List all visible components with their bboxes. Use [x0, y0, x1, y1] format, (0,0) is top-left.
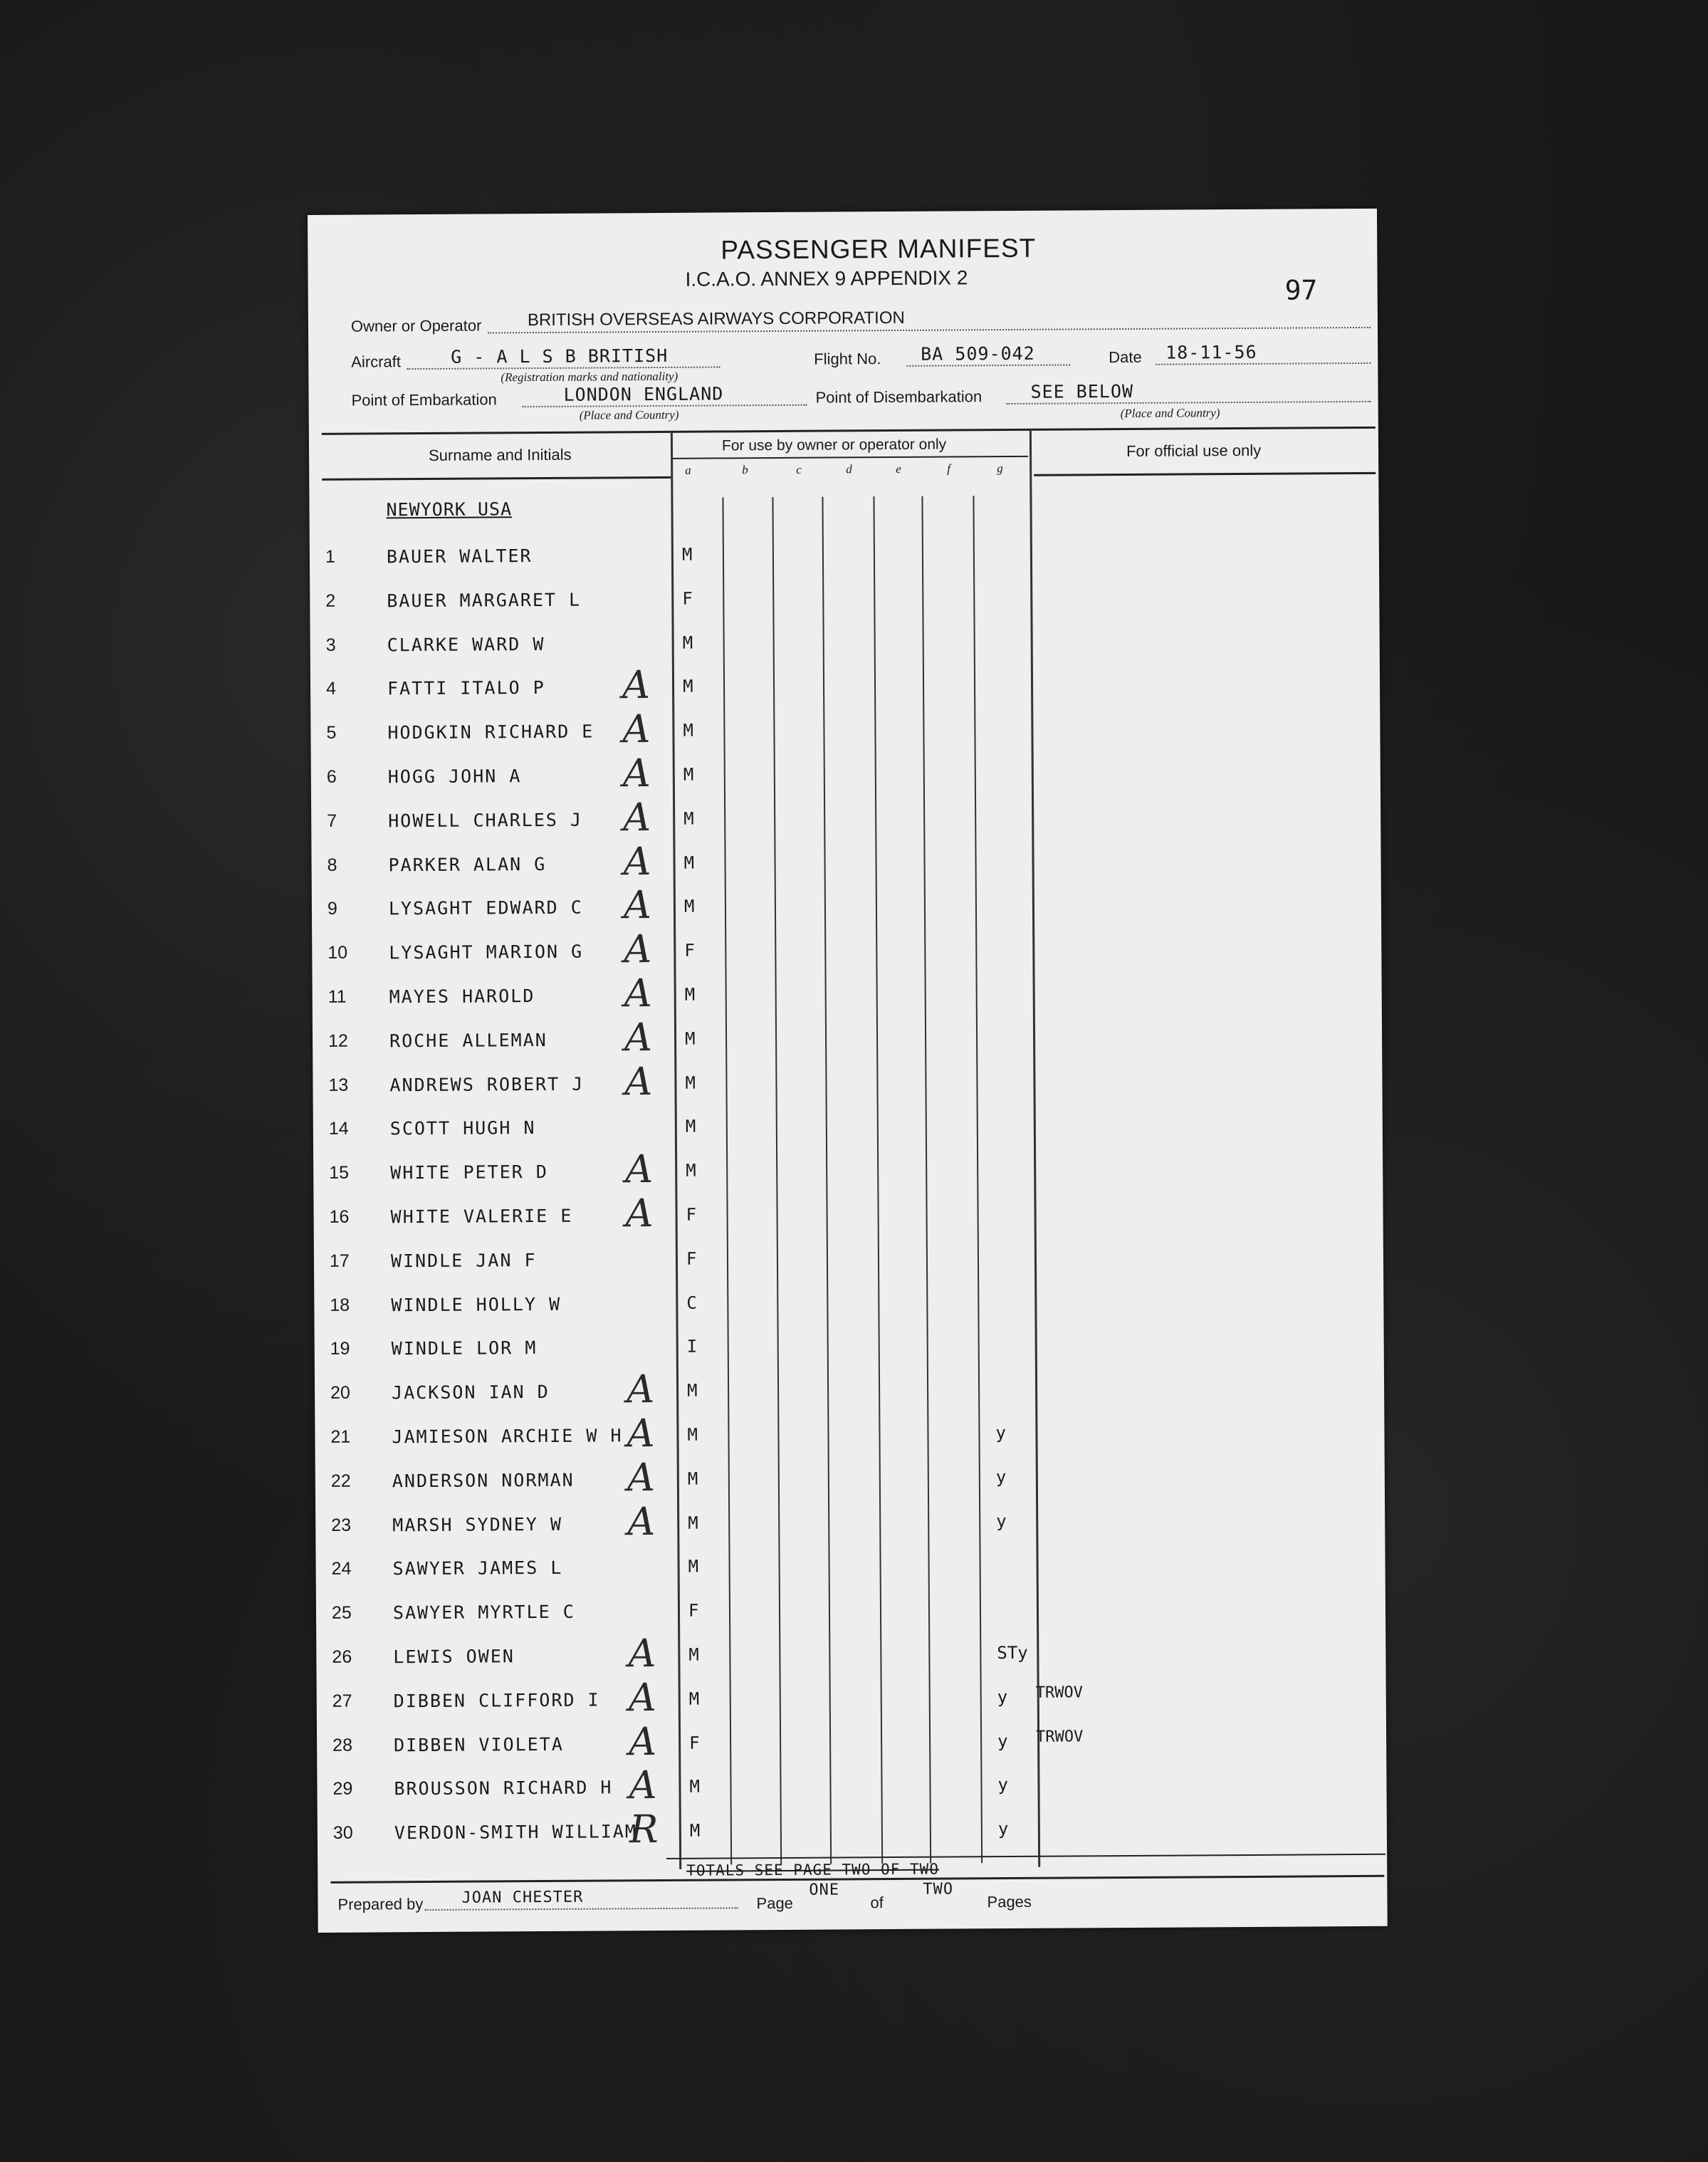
passenger-sex: M [687, 1424, 698, 1445]
table-row [315, 1408, 1383, 1458]
handwritten-mark: A [625, 1191, 654, 1236]
handwritten-mark: A [623, 882, 652, 928]
handwritten-mark: A [628, 1675, 656, 1720]
passenger-sex: C [686, 1292, 697, 1313]
owner-value: BRITISH OVERSEAS AIRWAYS CORPORATION [527, 308, 905, 330]
passenger-name: WINDLE JAN F [390, 1250, 537, 1272]
passenger-name: JAMIESON ARCHIE W H [392, 1425, 623, 1448]
handwritten-mark: A [624, 1059, 653, 1104]
passenger-number: 29 [332, 1778, 353, 1799]
passenger-number: 30 [332, 1822, 353, 1843]
flight-label: Flight No. [814, 350, 881, 368]
passenger-sex: M [683, 808, 694, 829]
pages-label: Pages [987, 1892, 1032, 1911]
official-use-value: TRWOV [1035, 1683, 1084, 1702]
header-bottom-rule-right [1034, 472, 1376, 476]
owner-label: Owner or Operator [350, 316, 482, 335]
table-row [313, 1012, 1380, 1062]
passenger-name: HOWELL CHARLES J [388, 809, 583, 832]
handwritten-mark: A [624, 926, 652, 972]
embarkation-value: LONDON ENGLAND [563, 383, 724, 405]
column-g-value: y [997, 1687, 1008, 1708]
table-row [313, 1056, 1380, 1107]
passenger-number: 12 [328, 1030, 348, 1051]
column-official-header: For official use only [1126, 441, 1262, 460]
table-row [314, 1276, 1382, 1327]
passenger-number: 10 [328, 942, 348, 963]
passenger-number: 19 [330, 1338, 350, 1359]
aircraft-value: G - A L S B BRITISH [451, 345, 669, 367]
page-label: Page [756, 1894, 793, 1913]
table-row [312, 879, 1380, 930]
passenger-sex: F [682, 588, 693, 609]
passenger-number: 9 [327, 898, 337, 919]
table-row [310, 704, 1378, 754]
passenger-name: DIBBEN CLIFFORD I [393, 1689, 600, 1712]
subcolumn-label-a: a [685, 463, 691, 477]
passenger-sex: F [689, 1733, 700, 1753]
handwritten-mark: R [629, 1807, 659, 1852]
column-g-value: y [997, 1819, 1009, 1839]
passenger-name: WHITE VALERIE E [390, 1205, 573, 1228]
aircraft-note: (Registration marks and nationality) [501, 369, 679, 385]
table-row [313, 1100, 1381, 1150]
passenger-number: 11 [328, 986, 347, 1007]
manifest-sheet [308, 209, 1388, 1933]
table-row [315, 1320, 1383, 1370]
table-row [315, 1452, 1383, 1503]
passenger-number: 27 [332, 1691, 352, 1711]
column-g-value: y [996, 1511, 1007, 1532]
handwritten-mark: A [622, 706, 651, 752]
subcolumn-label-d: d [846, 462, 852, 476]
passenger-name: CLARKE WARD W [387, 633, 545, 656]
handwritten-mark: A [622, 795, 651, 840]
handwritten-mark: A [623, 839, 651, 884]
passenger-number: 26 [332, 1646, 352, 1667]
passenger-name: SAWYER JAMES L [392, 1557, 563, 1579]
passenger-sex: I [686, 1336, 698, 1357]
passenger-sex: F [686, 1248, 697, 1269]
table-row [310, 659, 1378, 710]
handwritten-mark: A [629, 1762, 657, 1808]
passenger-name: DIBBEN VIOLETA [394, 1733, 564, 1756]
passenger-sex: M [685, 1116, 696, 1137]
passenger-sex: M [684, 1028, 696, 1049]
passenger-sex: M [681, 544, 693, 565]
table-row [318, 1804, 1385, 1854]
table-row [312, 924, 1380, 974]
passenger-number: 18 [330, 1295, 350, 1315]
passenger-name: FATTI ITALO P [387, 677, 545, 699]
passenger-name: HOGG JOHN A [387, 766, 522, 788]
passenger-sex: M [688, 1644, 699, 1665]
passenger-name: ANDERSON NORMAN [392, 1469, 575, 1492]
passenger-number: 15 [329, 1162, 350, 1183]
table-row [317, 1672, 1385, 1723]
passenger-sex: M [685, 1072, 696, 1093]
passenger-name: JACKSON IAN D [392, 1381, 550, 1404]
passenger-number: 17 [329, 1250, 350, 1271]
passenger-sex: M [684, 984, 696, 1005]
passenger-number: 1 [325, 546, 335, 567]
passenger-number: 3 [325, 634, 336, 655]
passenger-number: 4 [325, 678, 337, 699]
passenger-number: 24 [331, 1558, 352, 1579]
passenger-name: MARSH SYDNEY W [392, 1513, 563, 1536]
table-row [311, 792, 1379, 842]
passenger-name: VERDON-SMITH WILLIAM [394, 1821, 637, 1844]
passenger-name: HODGKIN RICHARD E [387, 721, 594, 743]
passenger-name: WHITE PETER D [390, 1161, 548, 1184]
passenger-number: 7 [327, 810, 337, 831]
prepared-by-label: Prepared by [337, 1895, 424, 1913]
column-g-value: y [995, 1423, 1007, 1443]
subcolumn-label-f: f [947, 461, 950, 476]
passenger-name: ANDREWS ROBERT J [389, 1073, 585, 1096]
passenger-name: SCOTT HUGH N [389, 1117, 536, 1139]
table-row [310, 616, 1378, 667]
table-row [314, 1232, 1382, 1283]
column-surname-header: Surname and Initials [428, 445, 572, 464]
destination-heading: NEWYORK USA [386, 498, 513, 521]
passenger-number: 14 [328, 1118, 349, 1139]
passenger-sex: M [687, 1468, 698, 1489]
handwritten-mark: A [622, 662, 651, 708]
passenger-name: BAUER WALTER [386, 545, 533, 568]
column-g-value: y [997, 1731, 1008, 1752]
manifest-title: PASSENGER MANIFEST [721, 233, 1037, 265]
prepared-by-value: JOAN CHESTER [461, 1888, 584, 1907]
of-value: TWO [923, 1880, 954, 1899]
table-row [310, 572, 1378, 622]
table-row [313, 968, 1380, 1018]
passenger-sex: M [683, 852, 695, 873]
subcolumn-label-e: e [896, 461, 901, 476]
passenger-name: SAWYER MYRTLE C [392, 1601, 575, 1624]
passenger-sex: M [687, 1380, 698, 1401]
passenger-name: LYSAGHT EDWARD C [388, 897, 583, 919]
flight-value: BA 509-042 [921, 343, 1035, 365]
passenger-name: PARKER ALAN G [388, 853, 547, 876]
handwritten-mark: A [624, 1015, 653, 1060]
disembarkation-note: (Place and Country) [1120, 406, 1220, 421]
embarkation-label: Point of Embarkation [351, 390, 497, 409]
table-row [315, 1540, 1383, 1590]
table-top-rule [322, 427, 1376, 435]
passenger-sex: F [688, 1600, 699, 1621]
embarkation-note: (Place and Country) [579, 407, 679, 422]
date-value: 18-11-56 [1165, 341, 1257, 363]
table-row [315, 1364, 1383, 1414]
passenger-sex: M [688, 1513, 698, 1533]
handwritten-mark: A [627, 1455, 656, 1500]
passenger-number: 21 [330, 1426, 351, 1447]
table-row [317, 1716, 1385, 1767]
date-label: Date [1109, 348, 1142, 367]
table-row [317, 1760, 1385, 1810]
table-row [313, 1188, 1381, 1238]
handwritten-mark: A [624, 971, 652, 1016]
passenger-sex: M [682, 632, 693, 653]
passenger-number: 23 [331, 1515, 352, 1535]
passenger-sex: F [686, 1204, 697, 1225]
subcolumn-rule [672, 456, 1028, 459]
passenger-number: 8 [327, 855, 337, 875]
subcolumn-label-b: b [742, 463, 748, 477]
page-number: 97 [1284, 274, 1318, 306]
handwritten-mark: A [622, 751, 651, 796]
passenger-name: ROCHE ALLEMAN [389, 1029, 547, 1052]
passenger-sex: M [689, 1820, 701, 1841]
handwritten-mark: A [626, 1367, 655, 1412]
passenger-number: 16 [329, 1206, 350, 1227]
date-dotted-line [1156, 362, 1371, 365]
page-value: ONE [809, 1881, 840, 1899]
table-row [310, 528, 1378, 578]
disembarkation-value: SEE BELOW [1030, 380, 1134, 402]
handwritten-mark: A [628, 1719, 657, 1765]
passenger-sex: M [683, 896, 695, 916]
disembarkation-label: Point of Disembarkation [815, 387, 983, 407]
handwritten-mark: A [625, 1147, 654, 1192]
passenger-sex: M [683, 720, 693, 741]
header-bottom-rule-left [322, 476, 671, 481]
totals-top-rule [666, 1854, 1385, 1859]
passenger-sex: M [682, 676, 693, 696]
subcolumn-label-c: c [796, 462, 802, 476]
handwritten-mark: A [627, 1411, 655, 1456]
table-row [313, 1144, 1381, 1194]
passenger-name: BROUSSON RICHARD H [394, 1777, 613, 1800]
passenger-name: WINDLE HOLLY W [391, 1293, 562, 1316]
passenger-number: 25 [331, 1602, 352, 1623]
passenger-sex: M [683, 764, 694, 785]
passenger-name: BAUER MARGARET L [387, 589, 582, 612]
aircraft-label: Aircraft [351, 352, 402, 371]
table-row [315, 1496, 1383, 1547]
passenger-sex: F [684, 940, 695, 961]
handwritten-mark: A [627, 1499, 656, 1545]
passenger-name: LEWIS OWEN [393, 1646, 515, 1668]
table-row [311, 748, 1379, 798]
column-g-value: y [997, 1775, 1009, 1795]
totals-text: TOTALS SEE PAGE TWO OF TWO [686, 1860, 940, 1879]
flight-dotted-line [906, 364, 1070, 366]
official-use-value: TRWOV [1035, 1728, 1084, 1746]
passenger-number: 2 [325, 590, 336, 611]
passenger-number: 6 [326, 766, 337, 787]
table-row [316, 1628, 1384, 1678]
manifest-subtitle: I.C.A.O. ANNEX 9 APPENDIX 2 [685, 266, 968, 291]
table-row [311, 836, 1379, 887]
passenger-number: 20 [330, 1382, 351, 1403]
passenger-number: 5 [326, 722, 337, 743]
passenger-name: MAYES HAROLD [389, 986, 535, 1008]
passenger-number: 13 [328, 1075, 349, 1095]
passenger-number: 22 [330, 1471, 351, 1491]
passenger-sex: M [688, 1556, 699, 1577]
passenger-sex: M [686, 1160, 696, 1181]
of-label: of [870, 1894, 884, 1912]
subcolumn-label-g: g [997, 461, 1003, 476]
column-g-value: y [995, 1467, 1007, 1488]
column-owner-use-header: For use by owner or operator only [721, 436, 947, 454]
handwritten-mark: A [628, 1631, 656, 1676]
table-row [316, 1584, 1384, 1634]
prepared-by-dotted-line [425, 1907, 738, 1911]
passenger-name: LYSAGHT MARION G [389, 941, 584, 964]
passenger-sex: M [688, 1688, 700, 1709]
passenger-number: 28 [332, 1735, 353, 1755]
passenger-sex: M [689, 1776, 701, 1797]
column-g-value: STy [997, 1642, 1028, 1664]
passenger-name: WINDLE LOR M [391, 1337, 538, 1359]
